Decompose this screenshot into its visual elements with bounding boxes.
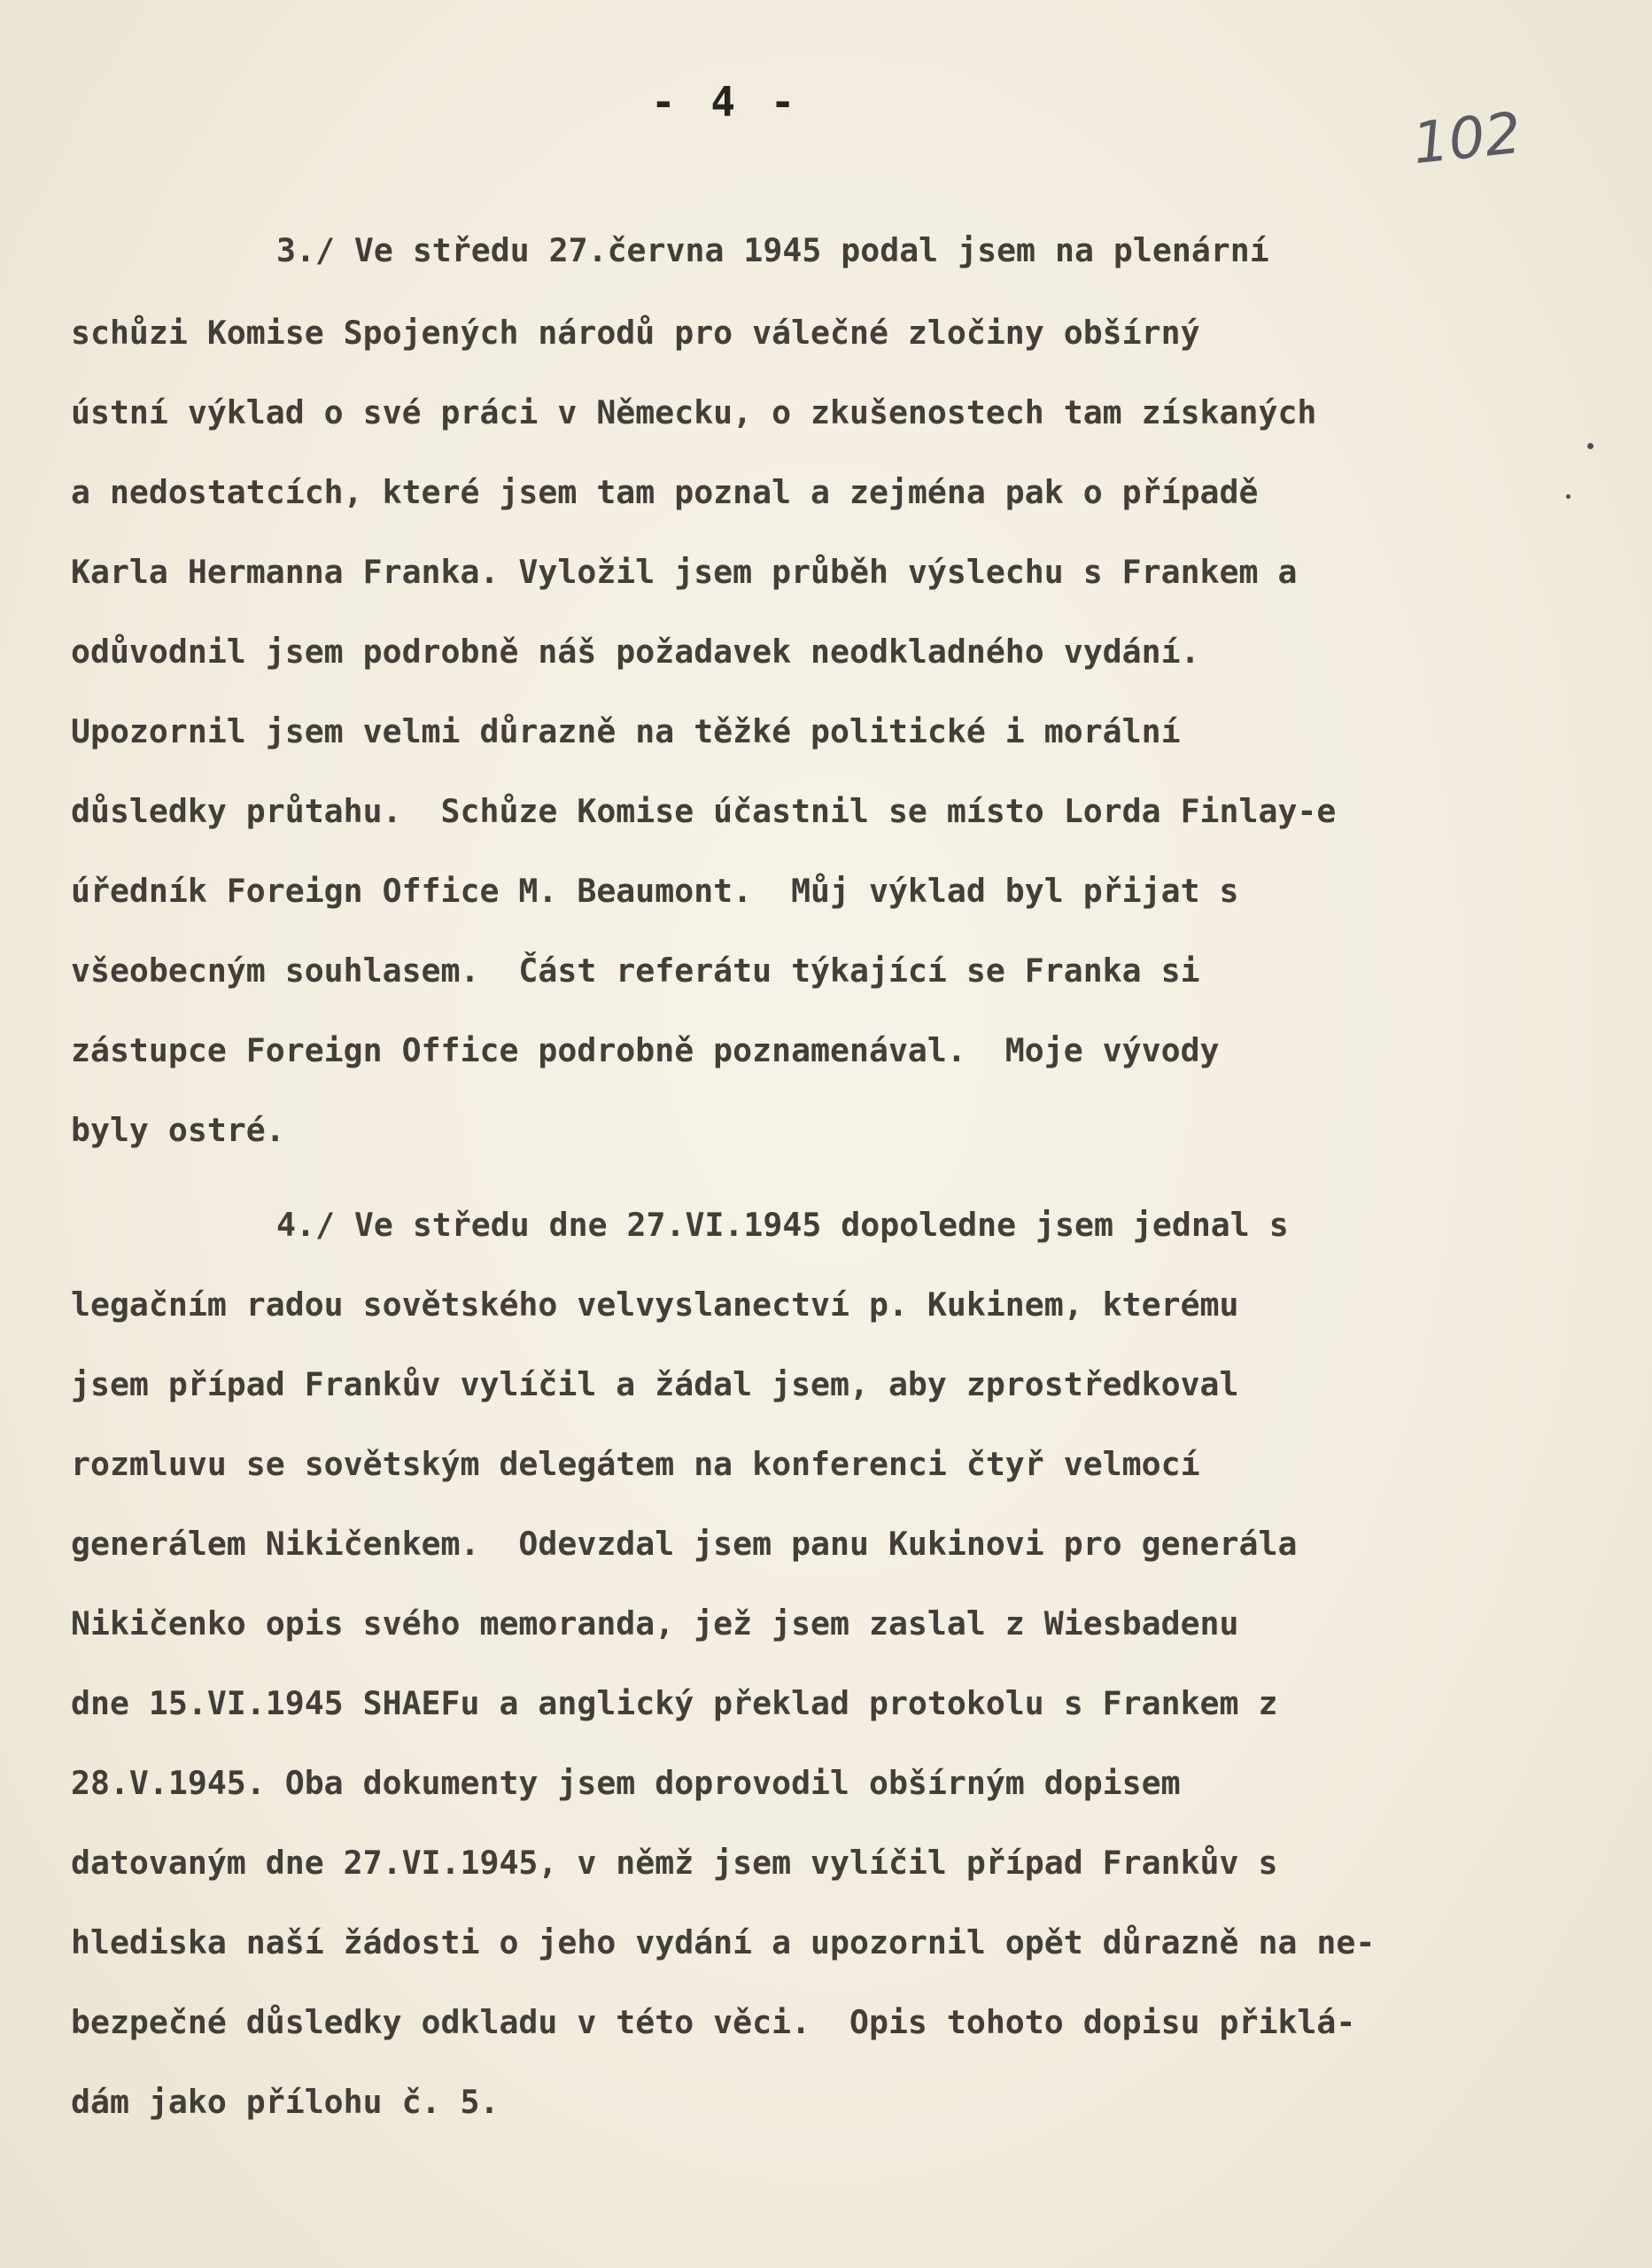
text-line: bezpečné důsledky odkladu v této věci. Opis tohoto dopisu přiklá- bbox=[71, 2003, 1356, 2041]
ink-speck bbox=[1587, 443, 1594, 449]
text-line: jsem případ Frankův vylíčil a žádal jsem, aby zprostředkoval bbox=[71, 1365, 1239, 1403]
text-line: 3./ Ve středu 27.června 1945 podal jsem na plenární bbox=[276, 231, 1269, 269]
ink-speck bbox=[1566, 494, 1571, 499]
text-line: byly ostré. bbox=[71, 1111, 285, 1149]
text-line: Karla Hermanna Franka. Vyložil jsem průběh výslechu s Frankem a bbox=[71, 553, 1298, 591]
text-line: datovaným dne 27.VI.1945, v němž jsem vylíčil případ Frankův s bbox=[71, 1844, 1278, 1882]
text-line: schůzi Komise Spojených národů pro válečné zločiny obšírný bbox=[71, 314, 1200, 352]
text-line: dám jako přílohu č. 5. bbox=[71, 2083, 500, 2121]
text-line: odůvodnil jsem podrobně náš požadavek neodkladného vydání. bbox=[71, 633, 1200, 671]
text-line: a nedostatcích, které jsem tam poznal a zejména pak o případě bbox=[71, 473, 1259, 511]
text-line: generálem Nikičenkem. Odevzdal jsem panu Kukinovi pro generála bbox=[71, 1525, 1298, 1563]
text-line: rozmluvu se sovětským delegátem na konferenci čtyř velmocí bbox=[71, 1445, 1200, 1483]
text-line: zástupce Foreign Office podrobně poznamenával. Moje vývody bbox=[71, 1031, 1220, 1069]
text-line: Nikičenko opis svého memoranda, jež jsem zaslal z Wiesbadenu bbox=[71, 1604, 1239, 1643]
page-number: - 4 - bbox=[651, 78, 801, 126]
text-line: 4./ Ve středu dne 27.VI.1945 dopoledne jsem jednal s bbox=[276, 1206, 1289, 1244]
text-line: ústní výklad o své práci v Německu, o zkušenostech tam získaných bbox=[71, 393, 1317, 431]
text-line: 28.V.1945. Oba dokumenty jsem doprovodil obšírným dopisem bbox=[71, 1764, 1181, 1802]
text-line: Upozornil jsem velmi důrazně na těžké politické i morální bbox=[71, 712, 1181, 750]
handwritten-folio-number: 102 bbox=[1409, 100, 1524, 178]
text-line: důsledky průtahu. Schůze Komise účastnil se místo Lorda Finlay-e bbox=[71, 792, 1337, 830]
text-line: legačním radou sovětského velvyslanectví p. Kukinem, kterému bbox=[71, 1285, 1239, 1324]
text-line: dne 15.VI.1945 SHAEFu a anglický překlad protokolu s Frankem z bbox=[71, 1684, 1278, 1722]
text-line: všeobecným souhlasem. Část referátu týkající se Franka si bbox=[71, 951, 1200, 990]
text-line: hlediska naší žádosti o jeho vydání a upozornil opět důrazně na ne- bbox=[71, 1923, 1376, 1961]
text-line: úředník Foreign Office M. Beaumont. Můj výklad byl přijat s bbox=[71, 872, 1239, 910]
